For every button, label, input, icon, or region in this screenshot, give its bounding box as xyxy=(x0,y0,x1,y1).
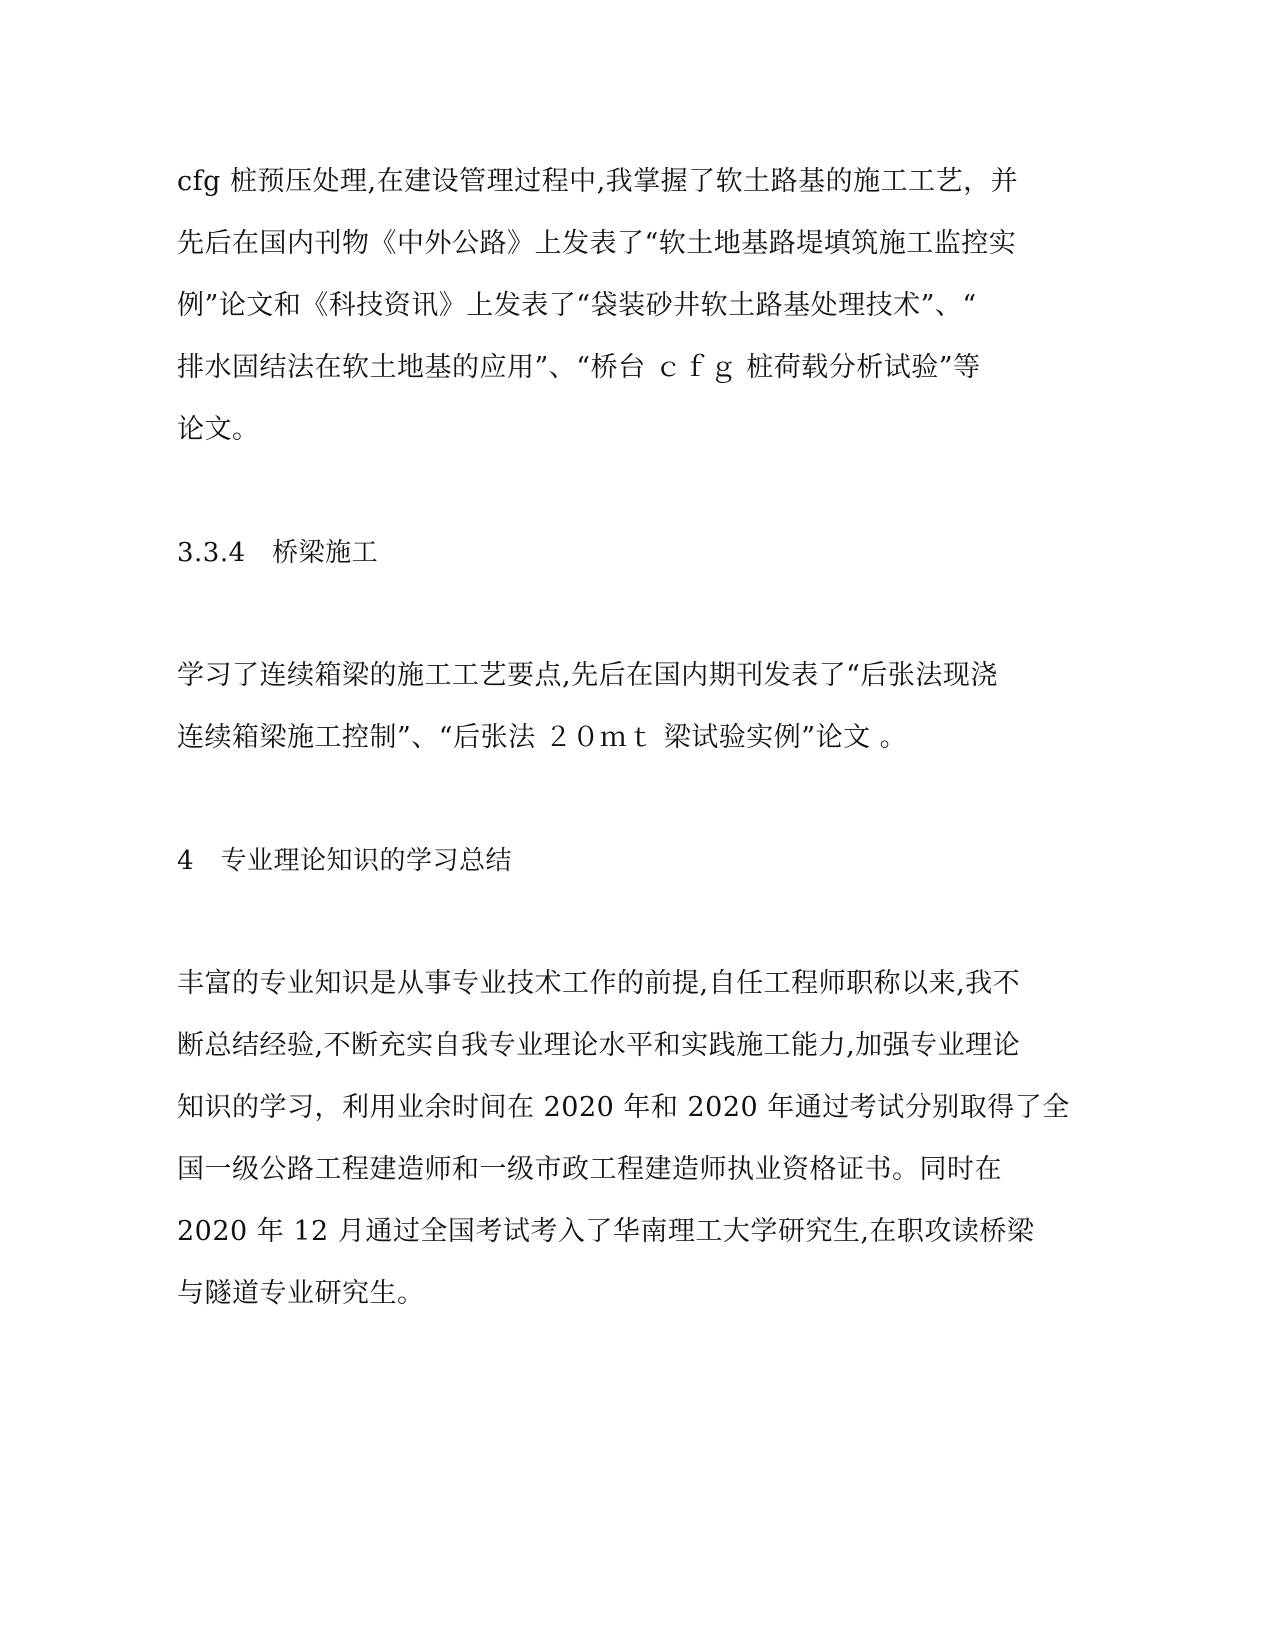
paragraph-line: 排水固结法在软土地基的应用”、“桥台 ｃｆｇ 桩荷载分析试验”等 xyxy=(177,352,981,383)
paragraph-line: 2020 年 12 月通过全国考试考入了华南理工大学研究生,在职攻读桥梁 xyxy=(177,1216,1035,1247)
paragraph-line: 断总结经验,不断充实自我专业理论水平和实践施工能力,加强专业理论 xyxy=(177,1030,1021,1061)
section-heading: 4 专业理论知识的学习总结 xyxy=(177,846,513,876)
paragraph-line: 连续箱梁施工控制”、“后张法 ２０ｍｔ 梁试验实例”论文 。 xyxy=(177,722,908,753)
paragraph-line: 国一级公路工程建造师和一级市政工程建造师执业资格证书。同时在 xyxy=(177,1154,1002,1185)
paragraph-line: cfg 桩预压处理,在建设管理过程中,我掌握了软土路基的施工工艺，并 xyxy=(177,166,1019,197)
paragraph-line: 与隧道专业研究生。 xyxy=(177,1278,425,1309)
paragraph-line: 论文。 xyxy=(177,414,260,445)
section-heading: 3.3.4 桥梁施工 xyxy=(177,538,379,568)
paragraph-line: 例”论文和《科技资讯》上发表了“袋装砂井软土路基处理技术”、“ xyxy=(177,290,977,321)
paragraph-line: 学习了连续箱梁的施工工艺要点,先后在国内期刊发表了“后张法现浇 xyxy=(177,660,998,691)
paragraph-line: 丰富的专业知识是从事专业技术工作的前提,自任工程师职称以来,我不 xyxy=(177,968,1021,999)
paragraph-line: 先后在国内刊物《中外公路》上发表了“软土地基路堤填筑施工监控实 xyxy=(177,228,1017,259)
paragraph-line: 知识的学习，利用业余时间在 2020 年和 2020 年通过考试分别取得了全 xyxy=(177,1092,1070,1123)
